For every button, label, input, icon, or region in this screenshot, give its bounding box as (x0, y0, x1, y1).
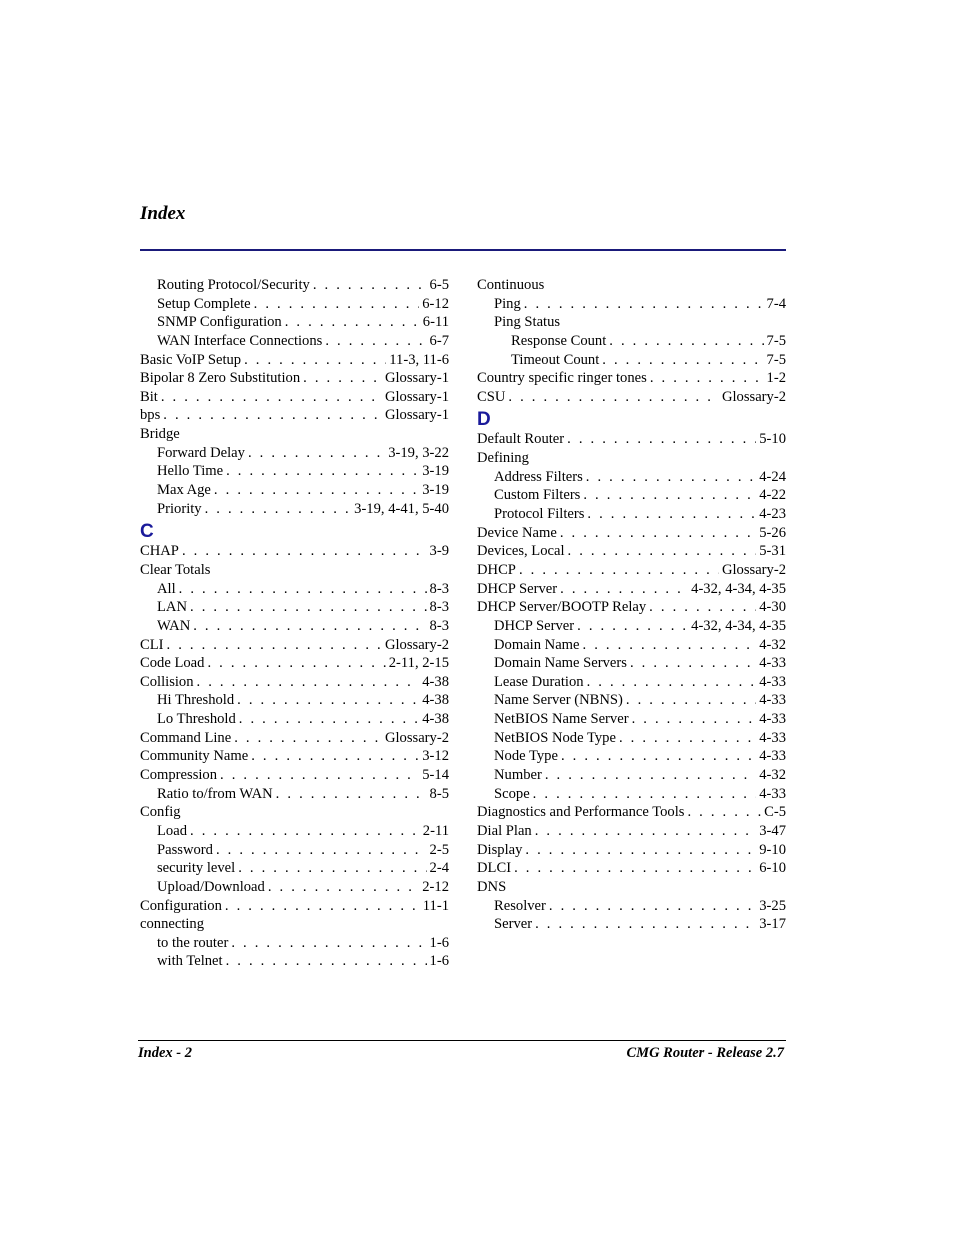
dot-leader (216, 841, 427, 860)
dot-leader (285, 313, 420, 332)
dot-leader (313, 276, 427, 295)
index-page-ref: Glossary-2 (384, 729, 449, 746)
index-entry (140, 729, 449, 748)
index-page-ref: 4-33 (759, 692, 786, 709)
index-page-ref: 3-19, 4-41, 5-40 (354, 500, 449, 517)
index-term: Priority (157, 500, 202, 517)
index-term: Country specific ringer tones (477, 370, 647, 387)
dot-leader (514, 859, 756, 878)
index-entry (477, 313, 786, 332)
dot-leader (535, 822, 757, 841)
dot-leader (587, 673, 757, 692)
dot-leader (568, 542, 757, 561)
index-page-ref: Glossary-1 (384, 388, 449, 405)
index-page-ref: 1-2 (766, 370, 786, 387)
index-page-ref: 7-5 (766, 351, 786, 368)
dot-leader (239, 710, 419, 729)
index-term: Ping (494, 295, 521, 312)
dot-leader (226, 952, 427, 971)
index-entry (477, 351, 786, 370)
index-page-ref: 2-11 (422, 822, 449, 839)
index-term: security level (157, 860, 236, 877)
index-page-ref: 11-3, 11-6 (389, 351, 449, 368)
dot-leader (609, 332, 763, 351)
dot-leader (237, 691, 419, 710)
dot-leader (268, 878, 419, 897)
index-page-ref: 3-19, 3-22 (388, 444, 449, 461)
index-page-ref: Glossary-1 (384, 370, 449, 387)
index-page-ref: 5-10 (759, 431, 786, 448)
footer-page-label: Index - 2 (138, 1045, 192, 1061)
index-term: NetBIOS Name Server (494, 711, 629, 728)
index-term: DHCP Server (494, 617, 575, 634)
index-entry (140, 915, 449, 934)
index-term: Bit (140, 388, 158, 405)
index-term: Upload/Download (157, 878, 265, 895)
index-page-ref: 2-4 (429, 860, 449, 877)
dot-leader (179, 580, 427, 599)
index-entry (140, 295, 449, 314)
index-page-ref: 2-5 (429, 841, 449, 858)
dot-leader (248, 444, 385, 463)
index-term: DLCI (477, 860, 512, 877)
index-entry (477, 803, 786, 822)
index-page-ref: 3-19 (422, 482, 449, 499)
index-term: DNS (477, 878, 507, 895)
index-term: Code Load (140, 655, 205, 672)
index-page-ref: Glossary-2 (721, 388, 786, 405)
index-entry (140, 691, 449, 710)
dot-leader (225, 897, 420, 916)
index-entry (140, 617, 449, 636)
dot-leader (161, 388, 382, 407)
index-entry (140, 332, 449, 351)
dot-leader (549, 897, 756, 916)
dot-leader (234, 729, 382, 748)
index-term: with Telnet (157, 953, 223, 970)
section-letter: D (477, 409, 491, 431)
index-entry (140, 351, 449, 370)
index-entry (477, 841, 786, 860)
index-term: Basic VoIP Setup (140, 351, 242, 368)
dot-leader (220, 766, 419, 785)
index-page-ref: Glossary-1 (384, 407, 449, 424)
index-term: Forward Delay (157, 444, 245, 461)
index-entry (477, 729, 786, 748)
dot-leader (163, 406, 382, 425)
index-term: Resolver (494, 897, 546, 914)
index-entry (140, 747, 449, 766)
dot-leader (577, 617, 688, 636)
index-page-ref: 4-23 (759, 506, 786, 523)
dot-leader (535, 915, 756, 934)
index-entry (477, 369, 786, 388)
index-entry (477, 276, 786, 295)
dot-leader (325, 332, 426, 351)
index-entry (477, 710, 786, 729)
dot-leader (560, 524, 756, 543)
index-term: Command Line (140, 729, 232, 746)
index-term: SNMP Configuration (157, 314, 282, 331)
index-page-ref: 7-5 (766, 332, 786, 349)
index-term: Bridge (140, 426, 180, 443)
dot-leader (533, 785, 757, 804)
index-entry (140, 425, 449, 444)
index-term: WAN (157, 617, 191, 634)
index-term: Scope (494, 785, 530, 802)
index-page-ref: 3-12 (422, 748, 449, 765)
index-term: Timeout Count (511, 351, 600, 368)
index-term: Node Type (494, 748, 558, 765)
index-term: bps (140, 407, 161, 424)
index-entry (477, 486, 786, 505)
index-page-ref: 3-17 (759, 916, 786, 933)
index-term: Config (140, 804, 181, 821)
index-page-ref: 8-5 (429, 785, 449, 802)
index-term: DHCP Server/BOOTP Relay (477, 599, 647, 616)
index-term: Configuration (140, 897, 222, 914)
index-page-ref: 6-5 (429, 277, 449, 293)
index-entry (477, 617, 786, 636)
index-page-ref: 4-33 (759, 748, 786, 765)
index-entry (477, 915, 786, 934)
index-entry (477, 505, 786, 524)
dot-leader (193, 617, 426, 636)
index-term: Compression (140, 767, 218, 784)
index-entry (140, 500, 449, 519)
index-page-ref: 4-22 (759, 487, 786, 504)
index-term: Community Name (140, 748, 249, 765)
index-entry (477, 580, 786, 599)
index-page-ref: 4-33 (759, 711, 786, 728)
dot-leader (583, 486, 756, 505)
index-term: Clear Totals (140, 561, 211, 578)
dot-leader (205, 500, 352, 519)
index-entry (140, 598, 449, 617)
index-term: DHCP (477, 561, 516, 578)
index-page-ref: 4-30 (759, 599, 786, 616)
section-letter: C (140, 521, 154, 543)
dot-leader (231, 934, 426, 953)
header-rule (140, 249, 786, 251)
index-entry (140, 580, 449, 599)
index-entry (477, 859, 786, 878)
index-entry (140, 561, 449, 580)
index-page-ref: Glossary-2 (384, 636, 449, 653)
index-page-ref: 8-3 (429, 599, 449, 616)
dot-leader (586, 468, 756, 487)
dot-leader (560, 580, 688, 599)
index-page-ref: C-5 (764, 804, 786, 821)
index-entry (477, 897, 786, 916)
index-page-ref: 2-11, 2-15 (388, 655, 449, 672)
index-term: Ratio to/from WAN (157, 785, 273, 802)
index-page-ref: 8-3 (429, 580, 449, 597)
index-entry (477, 332, 786, 351)
index-term: WAN Interface Connections (157, 332, 323, 349)
index-page-ref: 4-33 (759, 785, 786, 802)
index-entry (140, 859, 449, 878)
dot-leader (519, 561, 719, 580)
dot-leader (525, 841, 756, 860)
index-term: Number (494, 767, 542, 784)
dot-leader (650, 369, 764, 388)
dot-leader (632, 710, 757, 729)
index-term: Ping Status (494, 314, 561, 331)
index-entry (140, 313, 449, 332)
index-entry (140, 481, 449, 500)
index-entry (477, 598, 786, 617)
index-term: CSU (477, 388, 506, 405)
index-term: Defining (477, 450, 529, 467)
footer-document-title: CMG Router - Release 2.7 (626, 1045, 784, 1061)
index-term: Max Age (157, 482, 211, 499)
dot-leader (567, 430, 756, 449)
index-page-ref: 3-19 (422, 463, 449, 480)
footer-rule (138, 1040, 786, 1041)
index-entry (477, 524, 786, 543)
dot-leader (626, 691, 756, 710)
index-entry (140, 406, 449, 425)
dot-leader (545, 766, 756, 785)
index-page-ref: 11-1 (422, 897, 449, 914)
index-term: Setup Complete (157, 295, 251, 312)
index-entry (140, 542, 449, 561)
index-entry (140, 636, 449, 655)
index-entry (140, 822, 449, 841)
index-column-right (477, 276, 786, 934)
index-page-ref: 3-47 (759, 822, 786, 839)
index-term: connecting (140, 916, 205, 933)
dot-leader (214, 481, 419, 500)
index-page-ref: 9-10 (759, 841, 786, 858)
index-term: Collision (140, 673, 194, 690)
dot-leader (226, 462, 419, 481)
dot-leader (687, 803, 761, 822)
index-term: Hi Threshold (157, 692, 235, 709)
index-term: Lease Duration (494, 673, 584, 690)
index-page-ref: 4-38 (422, 711, 449, 728)
index-term: CHAP (140, 543, 179, 560)
index-entry (140, 803, 449, 822)
index-term: Bipolar 8 Zero Substitution (140, 370, 301, 387)
dot-leader (303, 369, 382, 388)
dot-leader (602, 351, 763, 370)
dot-leader (207, 654, 385, 673)
index-page-ref: 6-10 (759, 860, 786, 877)
index-term: CLI (140, 636, 164, 653)
index-page-ref: 6-12 (422, 295, 449, 312)
index-entry (477, 878, 786, 897)
index-entry (140, 388, 449, 407)
index-page-ref: 4-38 (422, 673, 449, 690)
index-term: Protocol Filters (494, 506, 585, 523)
index-page-ref: 4-33 (759, 729, 786, 746)
index-term: Hello Time (157, 463, 224, 480)
index-entry (140, 276, 449, 295)
index-term: Domain Name Servers (494, 655, 627, 672)
index-page-ref: 5-31 (759, 543, 786, 560)
index-page-ref: 6-11 (422, 314, 449, 331)
index-page-ref: 4-32, 4-34, 4-35 (691, 580, 786, 597)
index-entry (140, 785, 449, 804)
index-term: Address Filters (494, 468, 583, 485)
index-term: All (157, 580, 176, 597)
dot-leader (254, 295, 420, 314)
dot-leader (167, 636, 382, 655)
index-term: Name Server (NBNS) (494, 692, 623, 709)
dot-leader (244, 351, 386, 370)
index-page-ref: 1-6 (429, 934, 449, 951)
index-entry (477, 388, 786, 407)
index-entry (477, 468, 786, 487)
dot-leader (619, 729, 756, 748)
index-term: LAN (157, 599, 187, 616)
dot-leader (276, 785, 427, 804)
index-term: Response Count (511, 332, 607, 349)
index-entry (477, 449, 786, 468)
index-entry (477, 430, 786, 449)
index-entry (477, 673, 786, 692)
dot-leader (561, 747, 756, 766)
index-entry (140, 841, 449, 860)
index-page-ref: Glossary-2 (721, 561, 786, 578)
index-term: Display (477, 841, 523, 858)
dot-leader (524, 295, 764, 314)
index-term: DHCP Server (477, 580, 558, 597)
index-page-ref: 4-38 (422, 692, 449, 709)
index-page-ref: 4-32 (759, 636, 786, 653)
index-term: Routing Protocol/Security (157, 277, 310, 293)
dot-leader (630, 654, 756, 673)
index-page-ref: 4-32, 4-34, 4-35 (691, 617, 786, 634)
index-entry (140, 934, 449, 953)
index-term: Server (494, 916, 533, 933)
dot-leader (190, 822, 420, 841)
index-term: Diagnostics and Performance Tools (477, 804, 685, 821)
index-term: NetBIOS Node Type (494, 729, 616, 746)
index-column-left (140, 276, 449, 971)
index-entry (140, 710, 449, 729)
index-page-ref: 8-3 (429, 617, 449, 634)
index-term: Load (157, 822, 187, 839)
index-term: Custom Filters (494, 487, 581, 504)
index-page-ref: 4-32 (759, 767, 786, 784)
index-entry (140, 654, 449, 673)
index-term: Dial Plan (477, 822, 532, 839)
dot-leader (190, 598, 427, 617)
dot-leader (238, 859, 426, 878)
dot-leader (587, 505, 756, 524)
index-entry (140, 444, 449, 463)
index-term: Device Name (477, 524, 557, 541)
index-term: Default Router (477, 431, 565, 448)
index-page-ref: 3-9 (429, 543, 449, 560)
index-page-ref: 5-14 (422, 767, 449, 784)
index-page-ref: 4-24 (759, 468, 786, 485)
index-page-ref: 4-33 (759, 655, 786, 672)
dot-leader (583, 636, 757, 655)
dot-leader (508, 388, 719, 407)
index-entry (477, 561, 786, 580)
index-page-ref: 6-7 (429, 332, 449, 349)
index-term: Domain Name (494, 636, 580, 653)
index-entry (140, 673, 449, 692)
index-entry (140, 766, 449, 785)
index-entry (477, 822, 786, 841)
dot-leader (649, 598, 756, 617)
index-entry (477, 542, 786, 561)
index-entry (477, 785, 786, 804)
dot-leader (182, 542, 427, 561)
index-page-ref: 5-26 (759, 524, 786, 541)
index-term: Lo Threshold (157, 711, 236, 728)
index-entry (477, 636, 786, 655)
index-page-ref: 4-33 (759, 673, 786, 690)
index-entry (477, 654, 786, 673)
index-page-ref: 7-4 (766, 295, 786, 312)
page-title: Index (140, 203, 186, 224)
index-page-ref: 2-12 (422, 878, 449, 895)
dot-leader (197, 673, 420, 692)
index-term: Password (157, 841, 213, 858)
index-entry (477, 766, 786, 785)
index-term: Devices, Local (477, 543, 565, 560)
index-term: Continuous (477, 277, 545, 293)
index-term: to the router (157, 934, 229, 951)
index-entry (140, 952, 449, 971)
index-entry (477, 295, 786, 314)
index-entry (140, 369, 449, 388)
index-entry (477, 691, 786, 710)
index-entry (477, 747, 786, 766)
index-entry (140, 462, 449, 481)
index-page-ref: 1-6 (429, 953, 449, 970)
index-entry (140, 897, 449, 916)
dot-leader (251, 747, 419, 766)
index-page-ref: 3-25 (759, 897, 786, 914)
index-entry (140, 878, 449, 897)
